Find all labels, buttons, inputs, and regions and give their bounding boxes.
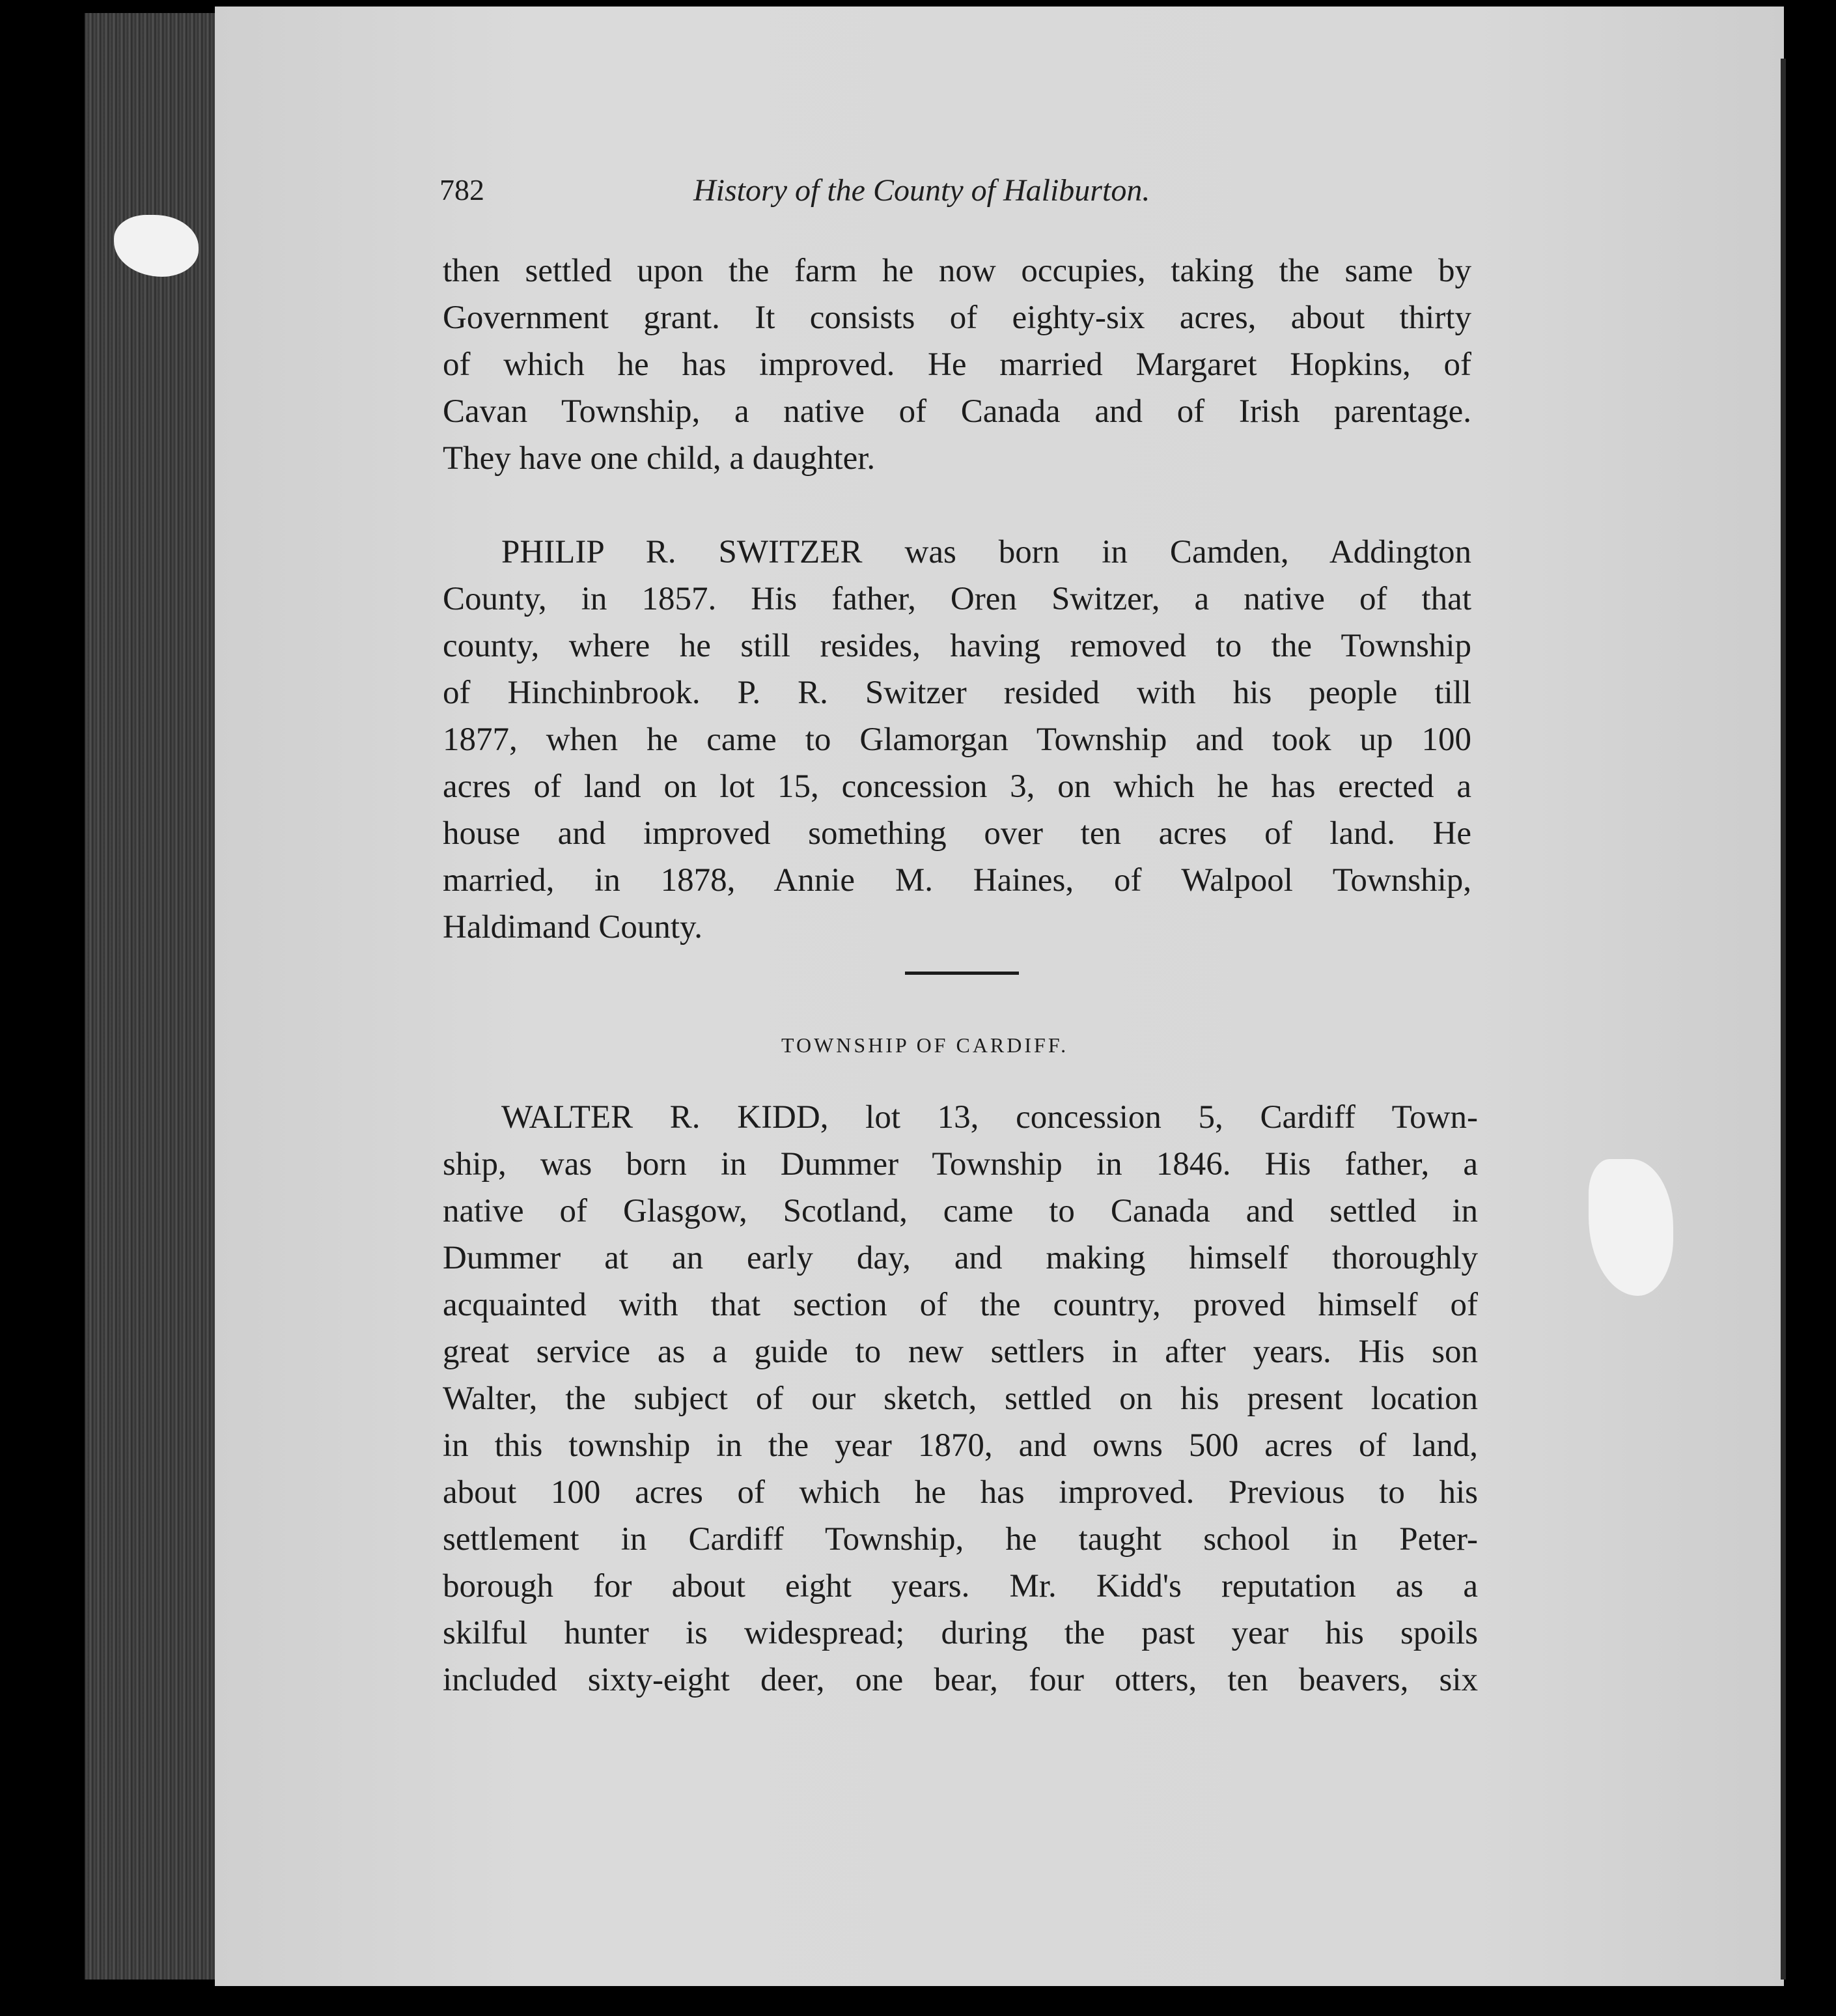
text-line: skilful hunter is widespread; during the past year his spoils xyxy=(443,1615,1478,1651)
text-line: acquainted with that section of the country, proved himself of xyxy=(443,1287,1478,1323)
text-line: about 100 acres of which he has improved. Previous to his xyxy=(443,1474,1478,1511)
text-line: They have one child, a daughter. xyxy=(443,440,876,477)
text-line: Walter, the subject of our sketch, settled on his present location xyxy=(443,1380,1478,1417)
text-line: acres of land on lot 15, concession 3, on which he has erected a xyxy=(443,768,1471,805)
text-line: ship, was born in Dummer Township in 1846. His father, a xyxy=(443,1146,1478,1183)
page-right-edge xyxy=(1781,59,1786,1980)
text-line: included sixty-eight deer, one bear, four otters, ten beavers, six xyxy=(443,1662,1478,1698)
text-line: County, in 1857. His father, Oren Switzer, a native of that xyxy=(443,581,1471,617)
section-divider xyxy=(905,972,1019,975)
text-line: PHILIP R. SWITZER was born in Camden, Addington xyxy=(501,534,1471,570)
text-line: 1877, when he came to Glamorgan Township and took up 100 xyxy=(443,721,1471,758)
text-line: great service as a guide to new settlers in after years. His son xyxy=(443,1334,1478,1370)
text-line: in this township in the year 1870, and owns 500 acres of land, xyxy=(443,1427,1478,1464)
text-line: county, where he still resides, having removed to the Township xyxy=(443,628,1471,664)
text-line: settlement in Cardiff Township, he taught school in Peter- xyxy=(443,1521,1478,1558)
text-line: of Hinchinbrook. P. R. Switzer resided with his people till xyxy=(443,675,1471,711)
text-line: Haldimand County. xyxy=(443,909,702,945)
text-line: then settled upon the farm he now occupies, taking the same by xyxy=(443,253,1471,289)
page-number: 782 xyxy=(439,173,484,206)
text-line: of which he has improved. He married Margaret Hopkins, of xyxy=(443,346,1471,383)
book-spine-edge xyxy=(85,13,225,1980)
text-line: WALTER R. KIDD, lot 13, concession 5, Cardiff Town- xyxy=(501,1099,1478,1136)
running-title: History of the County of Haliburton. xyxy=(693,173,1150,208)
page-header xyxy=(439,173,1481,225)
text-line: native of Glasgow, Scotland, came to Canada and settled in xyxy=(443,1193,1478,1229)
text-line: Dummer at an early day, and making himself thoroughly xyxy=(443,1240,1478,1276)
text-line: house and improved something over ten acres of land. He xyxy=(443,815,1471,852)
section-heading: TOWNSHIP OF CARDIFF. xyxy=(781,1033,1069,1057)
text-line: borough for about eight years. Mr. Kidd's reputation as a xyxy=(443,1568,1478,1604)
text-line: Cavan Township, a native of Canada and of Irish parentage. xyxy=(443,393,1471,430)
text-line: Government grant. It consists of eighty-six acres, about thirty xyxy=(443,300,1471,336)
text-line: married, in 1878, Annie M. Haines, of Walpool Township, xyxy=(443,862,1471,899)
